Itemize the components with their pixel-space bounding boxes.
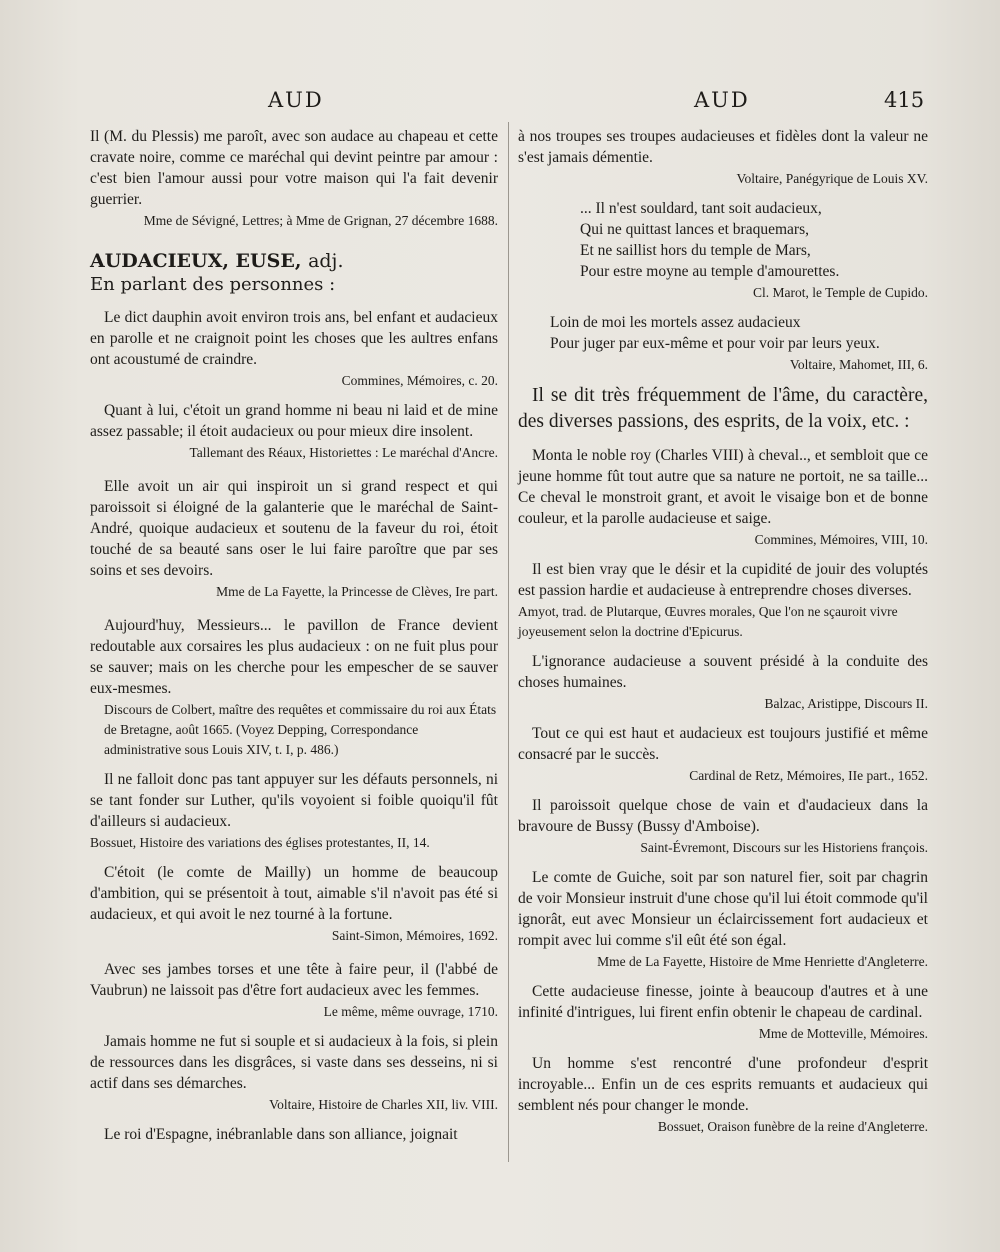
quotation: Un homme s'est rencontré d'une profondeur d'esprit incroyable... Enfin un de ces esprits remuants et audacieux qui semblent nés pour changer le monde.	[518, 1055, 928, 1114]
quotation: à nos troupes ses troupes audacieuses et fidèles dont la valeur ne s'est jamais démentie.	[518, 128, 928, 166]
citation: Voltaire, Histoire de Charles XII, liv. VIII.	[269, 1097, 498, 1112]
citation: Voltaire, Panégyrique de Louis XV.	[736, 171, 928, 186]
quotation: Cette audacieuse finesse, jointe à beaucoup d'autres et à une infinité d'intrigues, lui firent enfin obtenir le chapeau de cardinal.	[518, 983, 928, 1021]
headword	[90, 249, 498, 273]
quotation: Il est bien vray que le désir et la cupidité de jouir des voluptés est passion hardie et audacieuse à entreprendre choses diverses.	[518, 561, 928, 599]
citation: Bossuet, Histoire des variations des églises protestantes, II, 14.	[90, 835, 430, 850]
verse-line: Qui ne quittast lances et braquemars,	[580, 221, 809, 238]
verse-line: Et ne saillist hors du temple de Mars,	[580, 242, 811, 259]
running-head-left: AUD	[268, 88, 324, 112]
quotation: Avec ses jambes torses et une tête à faire peur, il (l'abbé de Vaubrun) ne laissoit pas d'être fort audacieux avec les femmes.	[90, 961, 498, 999]
headword-text: AUDACIEUX, EUSE,	[90, 250, 302, 272]
citation: Mme de Motteville, Mémoires.	[758, 1026, 928, 1041]
citation: Cardinal de Retz, Mémoires, IIe part., 1652.	[689, 768, 928, 783]
verse-block	[518, 198, 928, 282]
sense-heading: En parlant des personnes :	[90, 274, 336, 295]
quotation: Il paroissoit quelque chose de vain et d'audacieux dans la bravoure de Bussy (Bussy d'Amboise).	[518, 797, 928, 835]
citation: Balzac, Aristippe, Discours II.	[764, 696, 928, 711]
quotation: Jamais homme ne fut si souple et si audacieux à la fois, si plein de ressources dans les disgrâces, si vaste dans ses desseins, ni si actif dans ses démarches.	[90, 1033, 498, 1092]
quotation: Monta le noble roy (Charles VIII) à cheval.., et sembloit que ce jeune homme fût tout autre que sa nature ne portoit, ne sa taille... Ce cheval le monstroit grant, et avoit le visaige bon et de bonne couleur, et la parolle audacieuse et saige.	[518, 447, 928, 527]
citation: Saint-Simon, Mémoires, 1692.	[331, 928, 498, 943]
quotation: Aujourd'huy, Messieurs... le pavillon de France devient redoutable aux corsaires les plus audacieux : on ne fuit plus pour se sauver; mais on les cherche pour les empescher de se sauver eux-mesmes.	[90, 617, 498, 697]
quotation: Le comte de Guiche, soit par son naturel fier, soit par chagrin de voir Monsieur instruit d'une chose qu'il lui étoit commode qu'il ignorât, eut avec Monsieur un éclaircissement fort audacieux et rompit avec lui comme s'il eût été son égal.	[518, 869, 928, 949]
verse-block	[518, 312, 928, 354]
column-divider	[508, 122, 509, 1162]
citation: Mme de La Fayette, Histoire de Mme Henriette d'Angleterre.	[597, 954, 928, 969]
verse-line: Pour juger par eux-même et pour voir par leurs yeux.	[550, 335, 880, 352]
citation: Discours de Colbert, maître des requêtes et commissaire du roi aux États de Bretagne, août 1665. (Voyez Depping, Correspondance administrative sous Louis XIV, t. I, p. 486.)	[104, 702, 497, 757]
sense-heading: Il se dit très fréquemment de l'âme, du caractère, des diverses passions, des esprits, de la voix, etc. :	[518, 385, 928, 432]
quotation: C'étoit (le comte de Mailly) un homme de beaucoup d'ambition, qui se présentoit à tout, aimable s'il n'avoit pas été si audacieux, et qui avoit le nez tourné à la fortune.	[90, 864, 498, 923]
quotation: Le dict dauphin avoit environ trois ans, bel enfant et audacieux en parolle et ne craignoit point les choses que les aultres enfans ont acoustumé de craindre.	[90, 309, 498, 368]
citation: Le même, même ouvrage, 1710.	[323, 1004, 498, 1019]
citation: Saint-Évremont, Discours sur les Historiens françois.	[640, 840, 928, 855]
citation: Commines, Mémoires, VIII, 10.	[754, 532, 928, 547]
quotation: Le roi d'Espagne, inébranlable dans son alliance, joignait	[104, 1126, 458, 1143]
verse-line: Loin de moi les mortels assez audacieux	[550, 314, 801, 331]
citation: Mme de La Fayette, la Princesse de Clèves, Ire part.	[216, 584, 498, 599]
citation: Amyot, trad. de Plutarque, Œuvres morales, Que l'on ne sçauroit vivre joyeusement selon la doctrine d'Epicurus.	[518, 604, 898, 639]
quotation: Il (M. du Plessis) me paroît, avec son audace au chapeau et cette cravate noire, comme ce maréchal qui devint peintre par amour : c'est bien l'amour aussi pour votre maison qui l'a fait devenir guerrier.	[90, 128, 498, 208]
page-number: 415	[884, 88, 925, 112]
citation: Bossuet, Oraison funèbre de la reine d'Angleterre.	[657, 1119, 928, 1134]
quotation: L'ignorance audacieuse a souvent présidé à la conduite des choses humaines.	[518, 653, 928, 691]
quotation: Il ne falloit donc pas tant appuyer sur les défauts personnels, ni se tant fonder sur Luther, qu'ils voyoient si foible quoiqu'il fût d'ailleurs si audacieux.	[90, 771, 498, 830]
running-head-right: AUD	[694, 88, 750, 112]
citation: Voltaire, Mahomet, III, 6.	[789, 357, 928, 372]
part-of-speech: adj.	[308, 250, 344, 272]
citation: Mme de Sévigné, Lettres; à Mme de Grignan, 27 décembre 1688.	[143, 213, 498, 228]
citation: Cl. Marot, le Temple de Cupido.	[752, 285, 928, 300]
quotation: Elle avoit un air qui inspiroit un si grand respect et qui paroissoit si éloigné de la galanterie que le maréchal de Saint-André, quoique audacieux et soutenu de la faveur du roi, étoit touché de sa beauté sans oser le lui faire paroître que par ses soins et ses devoirs.	[90, 478, 498, 579]
verse-line: Pour estre moyne au temple d'amourettes.	[580, 263, 840, 280]
quotation: Tout ce qui est haut et audacieux est toujours justifié et même consacré par le succès.	[518, 725, 928, 763]
right-column	[518, 126, 928, 1137]
quotation: Quant à lui, c'étoit un grand homme ni beau ni laid et de mine assez passable; il étoit audacieux ou pour mieux dire insolent.	[90, 402, 498, 440]
citation: Commines, Mémoires, c. 20.	[341, 373, 498, 388]
verse-line: ... Il n'est souldard, tant soit audacieux,	[580, 200, 822, 217]
left-column	[90, 126, 498, 1145]
citation: Tallemant des Réaux, Historiettes : Le maréchal d'Ancre.	[189, 445, 498, 460]
